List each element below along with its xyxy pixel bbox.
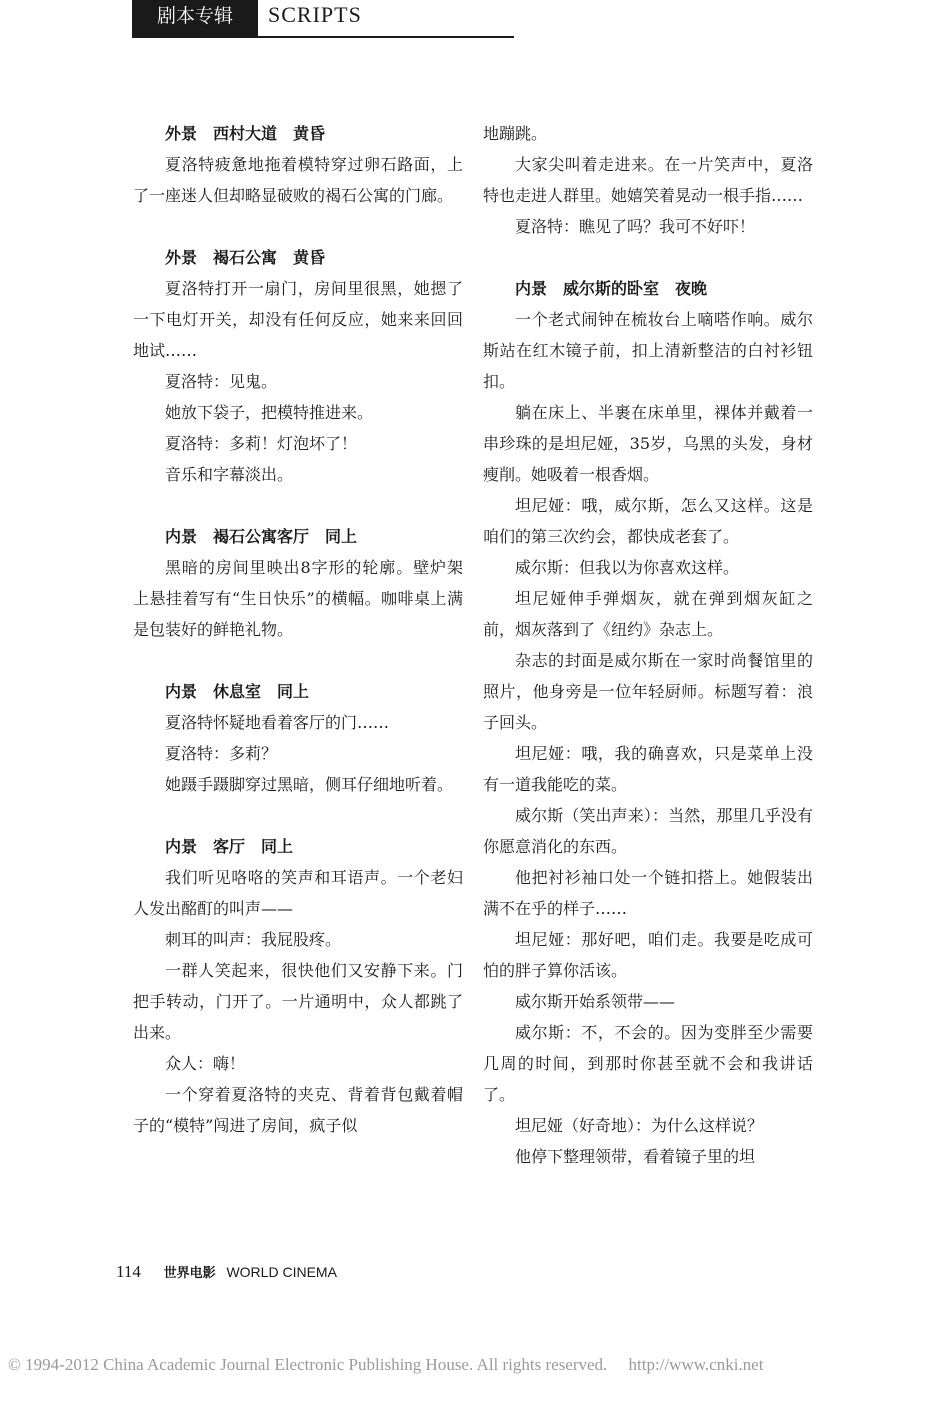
scene-heading: 内景 休息室 同上 xyxy=(165,682,310,701)
page-footer xyxy=(116,1262,337,1282)
script-paragraph: 坦尼娅：哦，威尔斯，怎么又这样。这是咱们的第三次约会，都快成老套了。 xyxy=(483,496,813,546)
header-rule xyxy=(132,36,514,38)
script-paragraph: 一群人笑起来，很快他们又安静下来。门把手转动，门开了。一片通明中，众人都跳了出来。 xyxy=(133,961,463,1042)
script-paragraph: 威尔斯开始系领带—— xyxy=(515,992,676,1011)
scene-heading: 内景 威尔斯的卧室 夜晚 xyxy=(515,279,708,298)
script-paragraph: 躺在床上、半裹在床单里，裸体并戴着一串珍珠的是坦尼娅，35岁，乌黑的头发，身材瘦削。她吸着一根香烟。 xyxy=(483,403,813,484)
magazine-name-cn: 世界电影 xyxy=(163,1266,216,1281)
section-title-en: SCRIPTS xyxy=(268,2,362,27)
script-paragraph: 地蹦跳。 xyxy=(483,124,548,143)
script-paragraph: 夏洛特：见鬼。 xyxy=(165,372,278,391)
page-header xyxy=(132,0,514,38)
script-paragraph: 他停下整理领带，看着镜子里的坦 xyxy=(515,1147,756,1166)
copyright-notice: © 1994-2012 China Academic Journal Electronic Publishing House. All rights reserved. http://www.cnki.net xyxy=(8,1355,764,1374)
script-paragraph: 他把衬衫袖口处一个链扣搭上。她假装出满不在乎的样子…… xyxy=(483,868,813,918)
script-paragraph: 她放下袋子，把模特推进来。 xyxy=(165,403,374,422)
script-paragraph: 夏洛特怀疑地看着客厅的门…… xyxy=(165,713,390,732)
left-column xyxy=(133,118,463,1141)
script-paragraph: 坦尼娅伸手弹烟灰，就在弹到烟灰缸之前，烟灰落到了《纽约》杂志上。 xyxy=(483,589,813,639)
script-paragraph: 黑暗的房间里映出8字形的轮廓。壁炉架上悬挂着写有“生日快乐”的横幅。咖啡桌上满是包装好的鲜艳礼物。 xyxy=(133,558,463,639)
scene-heading: 内景 褐石公寓客厅 同上 xyxy=(165,527,358,546)
script-paragraph: 坦尼娅：哦，我的确喜欢，只是菜单上没有一道我能吃的菜。 xyxy=(483,744,813,794)
script-paragraph: 夏洛特：多莉！灯泡坏了！ xyxy=(165,434,358,453)
scene-heading: 外景 西村大道 黄昏 xyxy=(165,124,326,143)
script-paragraph: 夏洛特：多莉？ xyxy=(165,744,278,763)
script-paragraph: 威尔斯（笑出声来）：当然，那里几乎没有你愿意消化的东西。 xyxy=(483,806,813,856)
section-tab: 剧本专辑 xyxy=(132,0,258,36)
script-paragraph: 她蹑手蹑脚穿过黑暗，侧耳仔细地听着。 xyxy=(165,775,454,794)
script-paragraph: 一个老式闹钟在梳妆台上嘀嗒作响。威尔斯站在红木镜子前，扣上清新整洁的白衬衫钮扣。 xyxy=(483,310,813,391)
script-paragraph: 夏洛特疲惫地拖着模特穿过卵石路面，上了一座迷人但却略显破败的褐石公寓的门廊。 xyxy=(133,155,463,205)
script-paragraph: 大家尖叫着走进来。在一片笑声中，夏洛特也走进人群里。她嬉笑着晃动一根手指…… xyxy=(483,155,813,205)
scene-heading: 外景 褐石公寓 黄昏 xyxy=(165,248,326,267)
script-paragraph: 我们听见咯咯的笑声和耳语声。一个老妇人发出酩酊的叫声—— xyxy=(133,868,463,918)
script-paragraph: 刺耳的叫声：我屁股疼。 xyxy=(165,930,342,949)
script-paragraph: 众人：嗨！ xyxy=(165,1054,246,1073)
script-paragraph: 一个穿着夏洛特的夹克、背着背包戴着帽子的“模特”闯进了房间，疯子似 xyxy=(133,1085,463,1135)
page-number: 114 xyxy=(116,1262,141,1281)
script-paragraph: 杂志的封面是威尔斯在一家时尚餐馆里的照片，他身旁是一位年轻厨师。标题写着：浪子回头。 xyxy=(483,651,813,732)
script-paragraph: 夏洛特打开一扇门，房间里很黑，她摁了一下电灯开关，却没有任何反应，她来来回回地试…… xyxy=(133,279,463,360)
script-paragraph: 夏洛特：瞧见了吗？我可不好吓！ xyxy=(515,217,756,236)
scene-heading: 内景 客厅 同上 xyxy=(165,837,294,856)
script-paragraph: 音乐和字幕淡出。 xyxy=(165,465,294,484)
script-paragraph: 威尔斯：不，不会的。因为变胖至少需要几周的时间，到那时你甚至就不会和我讲话了。 xyxy=(483,1023,813,1104)
right-column xyxy=(483,118,813,1172)
script-paragraph: 威尔斯：但我以为你喜欢这样。 xyxy=(515,558,740,577)
script-paragraph: 坦尼娅：那好吧，咱们走。我要是吃成可怕的胖子算你活该。 xyxy=(483,930,813,980)
magazine-name-en: WORLD CINEMA xyxy=(226,1264,337,1280)
script-paragraph: 坦尼娅（好奇地）：为什么这样说？ xyxy=(515,1116,764,1135)
